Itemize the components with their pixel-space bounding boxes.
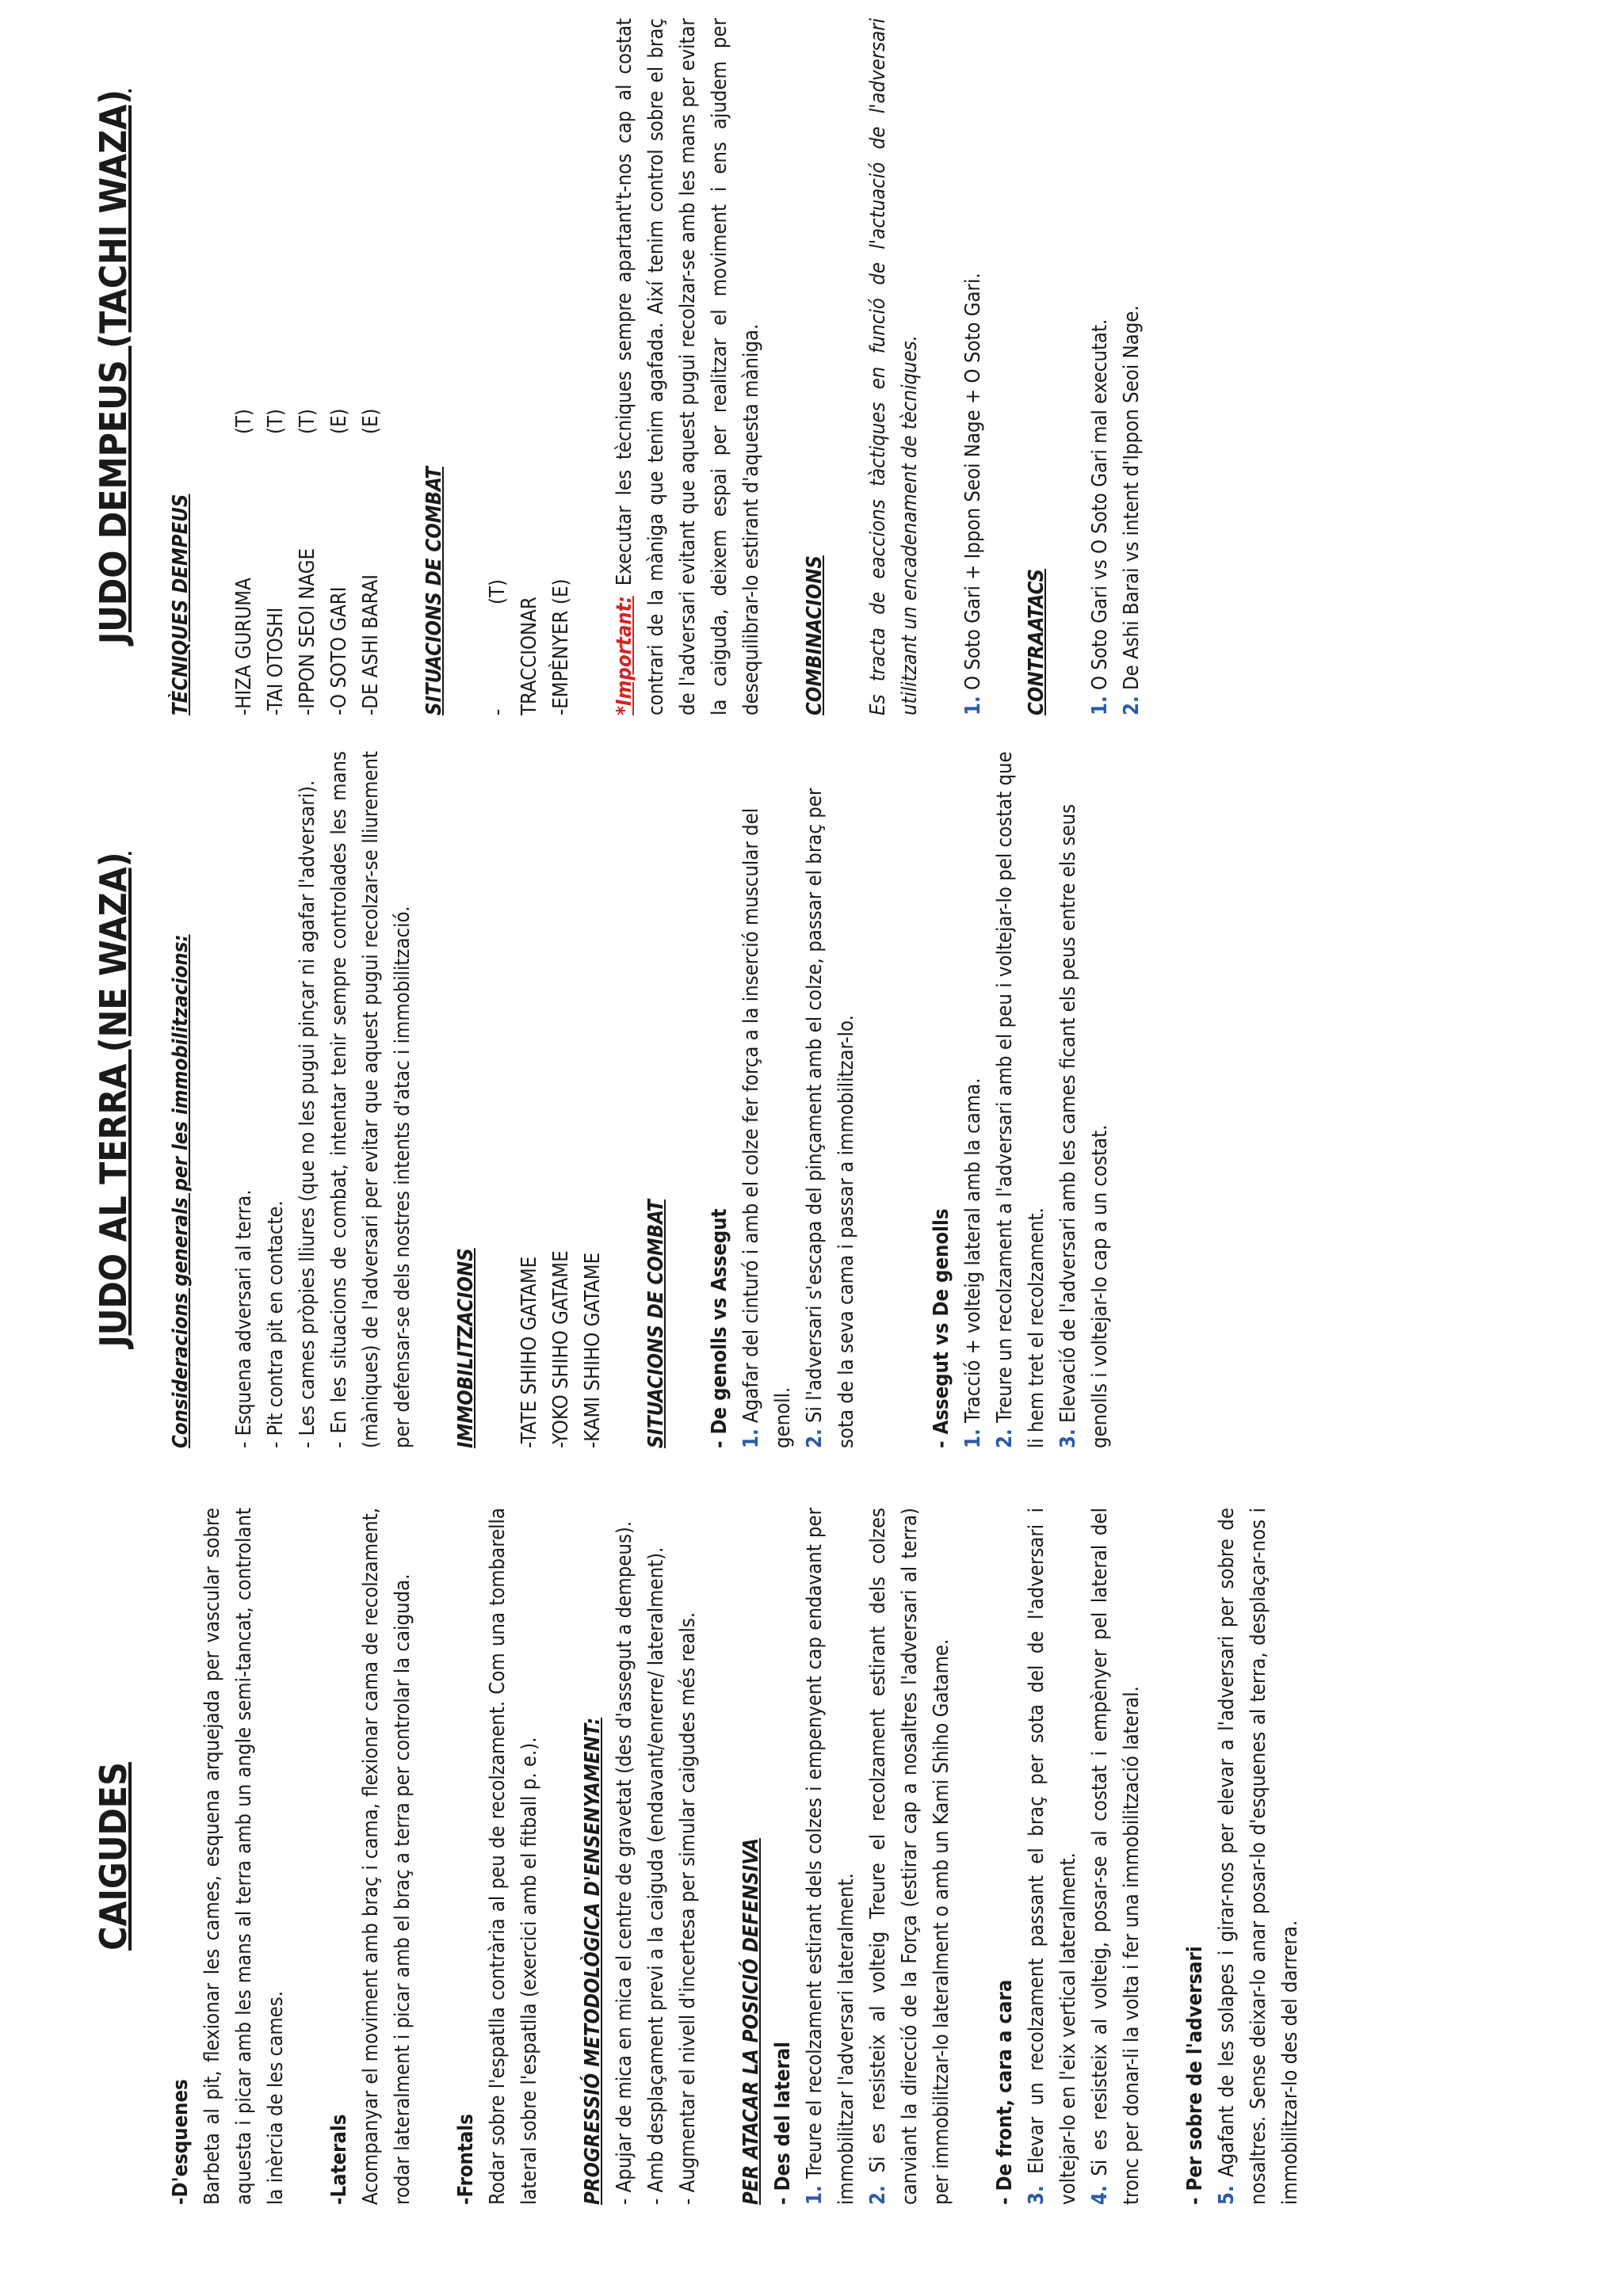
- item-number: 2.: [1120, 696, 1144, 715]
- technique-name: -IPPON SEOI NAGE: [296, 547, 319, 715]
- list-item: [957, 18, 989, 715]
- paragraph: Es tracta de eaccions tàctiques en funció de l'actuació de l'adversari utilitzant un encadenament de tècniques.: [866, 18, 922, 715]
- situation-name: -TRACCIONAR: [486, 597, 541, 715]
- list-item: [957, 751, 989, 1448]
- item-text: Si es resisteix al volteig Treure el recolzament estirant dels colzes canviant la direcció de la Força (estirar cap a nosaltres l'adversari al terra) per immobilitzar-lo lateralment o amb un Kami Shiho Gatame.: [866, 1508, 953, 2205]
- item-text: Treure un recolzament a l'adversari amb el peu i voltejar-lo pel costat que li hem tret el recolzament.: [993, 751, 1048, 1448]
- item-text: Agafant de les solapes i girar-nos per elevar a l'adversari per sobre de nosaltres. Sense deixar-lo anar posar-lo d'esquenes al terra, desplaçar-nos i immobilitzar-lo des del darrera.: [1215, 1508, 1302, 2205]
- item-number: 3.: [1056, 1428, 1080, 1448]
- item-number: 2.: [803, 1428, 827, 1448]
- item-text: Agafar del cinturó i amb el colze fer força a la inserció muscular del genoll.: [739, 807, 795, 1448]
- item-number: 1.: [961, 696, 985, 715]
- section-heading: COMBINACIONS: [803, 555, 827, 715]
- section-heading: -Frontals: [454, 2114, 478, 2205]
- item-text: O Soto Gari + Ippon Seoi Nage + O Soto Gari.: [961, 273, 985, 696]
- list-item: -TATE SHIHO GATAME: [517, 1256, 541, 1448]
- column-judo-terra: [0, 751, 1623, 1448]
- technique-row: [323, 18, 355, 715]
- section-heading: SITUACIONS DE COMBAT: [422, 466, 446, 715]
- situation-code: (T): [486, 579, 510, 605]
- technique-name: -DE ASHI BARAI: [359, 574, 383, 715]
- subsection-heading: - De genolls vs Assegut: [708, 1208, 731, 1448]
- technique-code: (T): [264, 409, 288, 434]
- list-item: [1021, 1508, 1084, 2205]
- list-item: -KAMI SHIHO GATAME: [581, 1252, 605, 1448]
- section-heading: PER ATACAR LA POSICIÓ DEFENSIVA: [739, 1838, 763, 2205]
- situation-row: [482, 18, 545, 715]
- item-text: Elevar un recolzament passant el braç per sota del de l'adversari i voltejar-lo en l'eix vertical lateralment.: [1025, 1508, 1080, 2205]
- list-item: [1116, 18, 1148, 715]
- column-judo-dempeus: [0, 18, 1623, 715]
- list-item: [1052, 751, 1116, 1448]
- subsection-heading: - Assegut vs De genolls: [930, 1208, 953, 1448]
- column-title: CAIGUDES: [92, 1762, 135, 1951]
- item-number: 2.: [866, 2185, 890, 2205]
- important-text: Executar les tècniques sempre apartant't-nos cap al costat contrari de la màniga que tenim agafada. Així tenim control sobre el braç de l'adversari evitant que aquest pugui recolzar-se amb les mans per evitar la caiguda, deixem espai per realitzar el moviment i ens ajudem per desequilibrar-lo estirant d'aquesta màniga.: [613, 18, 763, 715]
- situation-name: -EMPÈNYER: [549, 610, 573, 715]
- list-item: [799, 1508, 862, 2205]
- item-number: 5.: [1215, 2185, 1239, 2205]
- item-text: Treure el recolzament estirant dels colzes i empenyent cap endavant per immobilitzar l'adversari lateralment.: [803, 1508, 858, 2205]
- situation-row: [545, 18, 577, 715]
- technique-code: (E): [359, 408, 383, 434]
- technique-name: -O SOTO GARI: [327, 586, 351, 715]
- technique-code: (E): [327, 408, 351, 434]
- technique-name: -HIZA GURUMA: [232, 578, 256, 715]
- important-label: *Important:: [613, 596, 636, 715]
- subsection-heading: - De front, cara a cara: [993, 1979, 1017, 2205]
- list-item: - Apujar de mica en mica el centre de gravetat (des d'assegut a dempeus).: [613, 1520, 636, 2205]
- list-item: - Pit contra pit en contacte.: [264, 1200, 288, 1448]
- paragraph: Rodar sobre l'espatlla contrària al peu de recolzament. Com una tombarella lateral sobre l'espatlla (exercici amb el fitball p. e.).: [486, 1508, 541, 2205]
- item-number: 1.: [739, 1428, 763, 1448]
- section-heading: -D'esquenes: [169, 2079, 193, 2205]
- section-heading: CONTRAATACS: [1025, 568, 1048, 715]
- item-number: 1.: [961, 1428, 985, 1448]
- technique-row: [292, 18, 323, 715]
- item-text: Tracció + volteig lateral amb la cama.: [961, 1077, 985, 1429]
- item-number: 1.: [803, 2185, 827, 2205]
- technique-row: [355, 18, 387, 715]
- important-note: [609, 18, 767, 715]
- list-item: [735, 751, 799, 1448]
- subsection-heading: - Des del lateral: [771, 2041, 795, 2205]
- column-title: JUDO AL TERRA (NE WAZA): [92, 852, 135, 1348]
- list-item: - En les situacions de combat, intentar tenir sempre controlades les mans (màniques) de l'adversari per evitar que aquest pugui recolzar-se lliurement per defensar-se dels nostres intents d'atac i immobilització.: [327, 751, 414, 1448]
- technique-row: [228, 18, 260, 715]
- list-item: - Esquena adversari al terra.: [232, 1189, 256, 1448]
- section-heading: TÈCNIQUES DEMPEUS: [169, 494, 193, 715]
- item-text: Si l'adversari s'escapa del pinçament amb el colze, passar el braç per sota de la seva cama i passar a immobilitzar-lo.: [803, 788, 858, 1448]
- list-item: [1211, 1508, 1306, 2205]
- list-item: - Les cames pròpies lliures (que no les pugui pinçar ni agafar l'adversari).: [296, 780, 319, 1448]
- section-heading: Consideracions generals per les immobilitzacions:: [169, 934, 193, 1448]
- list-item: - Amb desplaçament previ a la caiguda (endavant/enrerre/ lateralment).: [644, 1547, 668, 2205]
- item-text: Si es resisteix al volteig, posar-se al costat i empènyer pel lateral del tronc per donar-li la volta i fer una immobilització lateral.: [1088, 1508, 1144, 2205]
- item-number: 3.: [1025, 2185, 1048, 2205]
- list-item: - Augmentar el nivell d'incertesa per simular caigudes més reals.: [676, 1611, 700, 2205]
- list-item: [1084, 18, 1116, 715]
- paragraph: Barbeta al pit, flexionar les cames, esquena arquejada per vascular sobre aquesta i picar amb les mans al terra amb un angle semi-tancat, controlant la inèrcia de les cames.: [200, 1508, 288, 2205]
- list-item: -YOKO SHIHO GATAME: [549, 1250, 573, 1448]
- item-text: Elevació de l'adversari amb les cames ficant els peus entre els seus genolls i voltejar-lo cap a un costat.: [1056, 803, 1112, 1448]
- item-text: De Ashi Barai vs intent d'Ippon Seoi Nage.: [1120, 305, 1144, 696]
- column-caigudes: [0, 1508, 1623, 2205]
- section-heading: PROGRESSIÓ METODOLÒGICA D'ENSENYAMENT:: [581, 1717, 605, 2205]
- subsection-heading: - Per sobre de l'adversari: [1183, 1946, 1207, 2205]
- technique-row: [260, 18, 292, 715]
- item-number: 1.: [1088, 696, 1112, 715]
- technique-code: (T): [296, 409, 319, 434]
- section-heading: -Laterals: [327, 2114, 351, 2205]
- list-item: [799, 751, 862, 1448]
- technique-code: (T): [232, 409, 256, 434]
- section-heading: SITUACIONS DE COMBAT: [644, 1199, 668, 1448]
- paragraph: Acompanyar el moviment amb braç i cama, flexionar cama de recolzament, rodar lateralment i picar amb el braç a terra per controlar la caiguda.: [359, 1508, 414, 2205]
- column-title: JUDO DEMPEUS (TACHI WAZA): [92, 89, 135, 645]
- item-text: O Soto Gari vs O Soto Gari mal executat.: [1088, 318, 1112, 696]
- list-item: [989, 751, 1052, 1448]
- list-item: [862, 1508, 957, 2205]
- item-number: 4.: [1088, 2185, 1112, 2205]
- list-item: [1084, 1508, 1148, 2205]
- technique-name: -TAI OTOSHI: [264, 607, 288, 715]
- item-number: 2.: [993, 1428, 1017, 1448]
- section-heading: IMMOBILITZACIONS: [454, 1248, 478, 1448]
- situation-code: (E): [549, 578, 573, 605]
